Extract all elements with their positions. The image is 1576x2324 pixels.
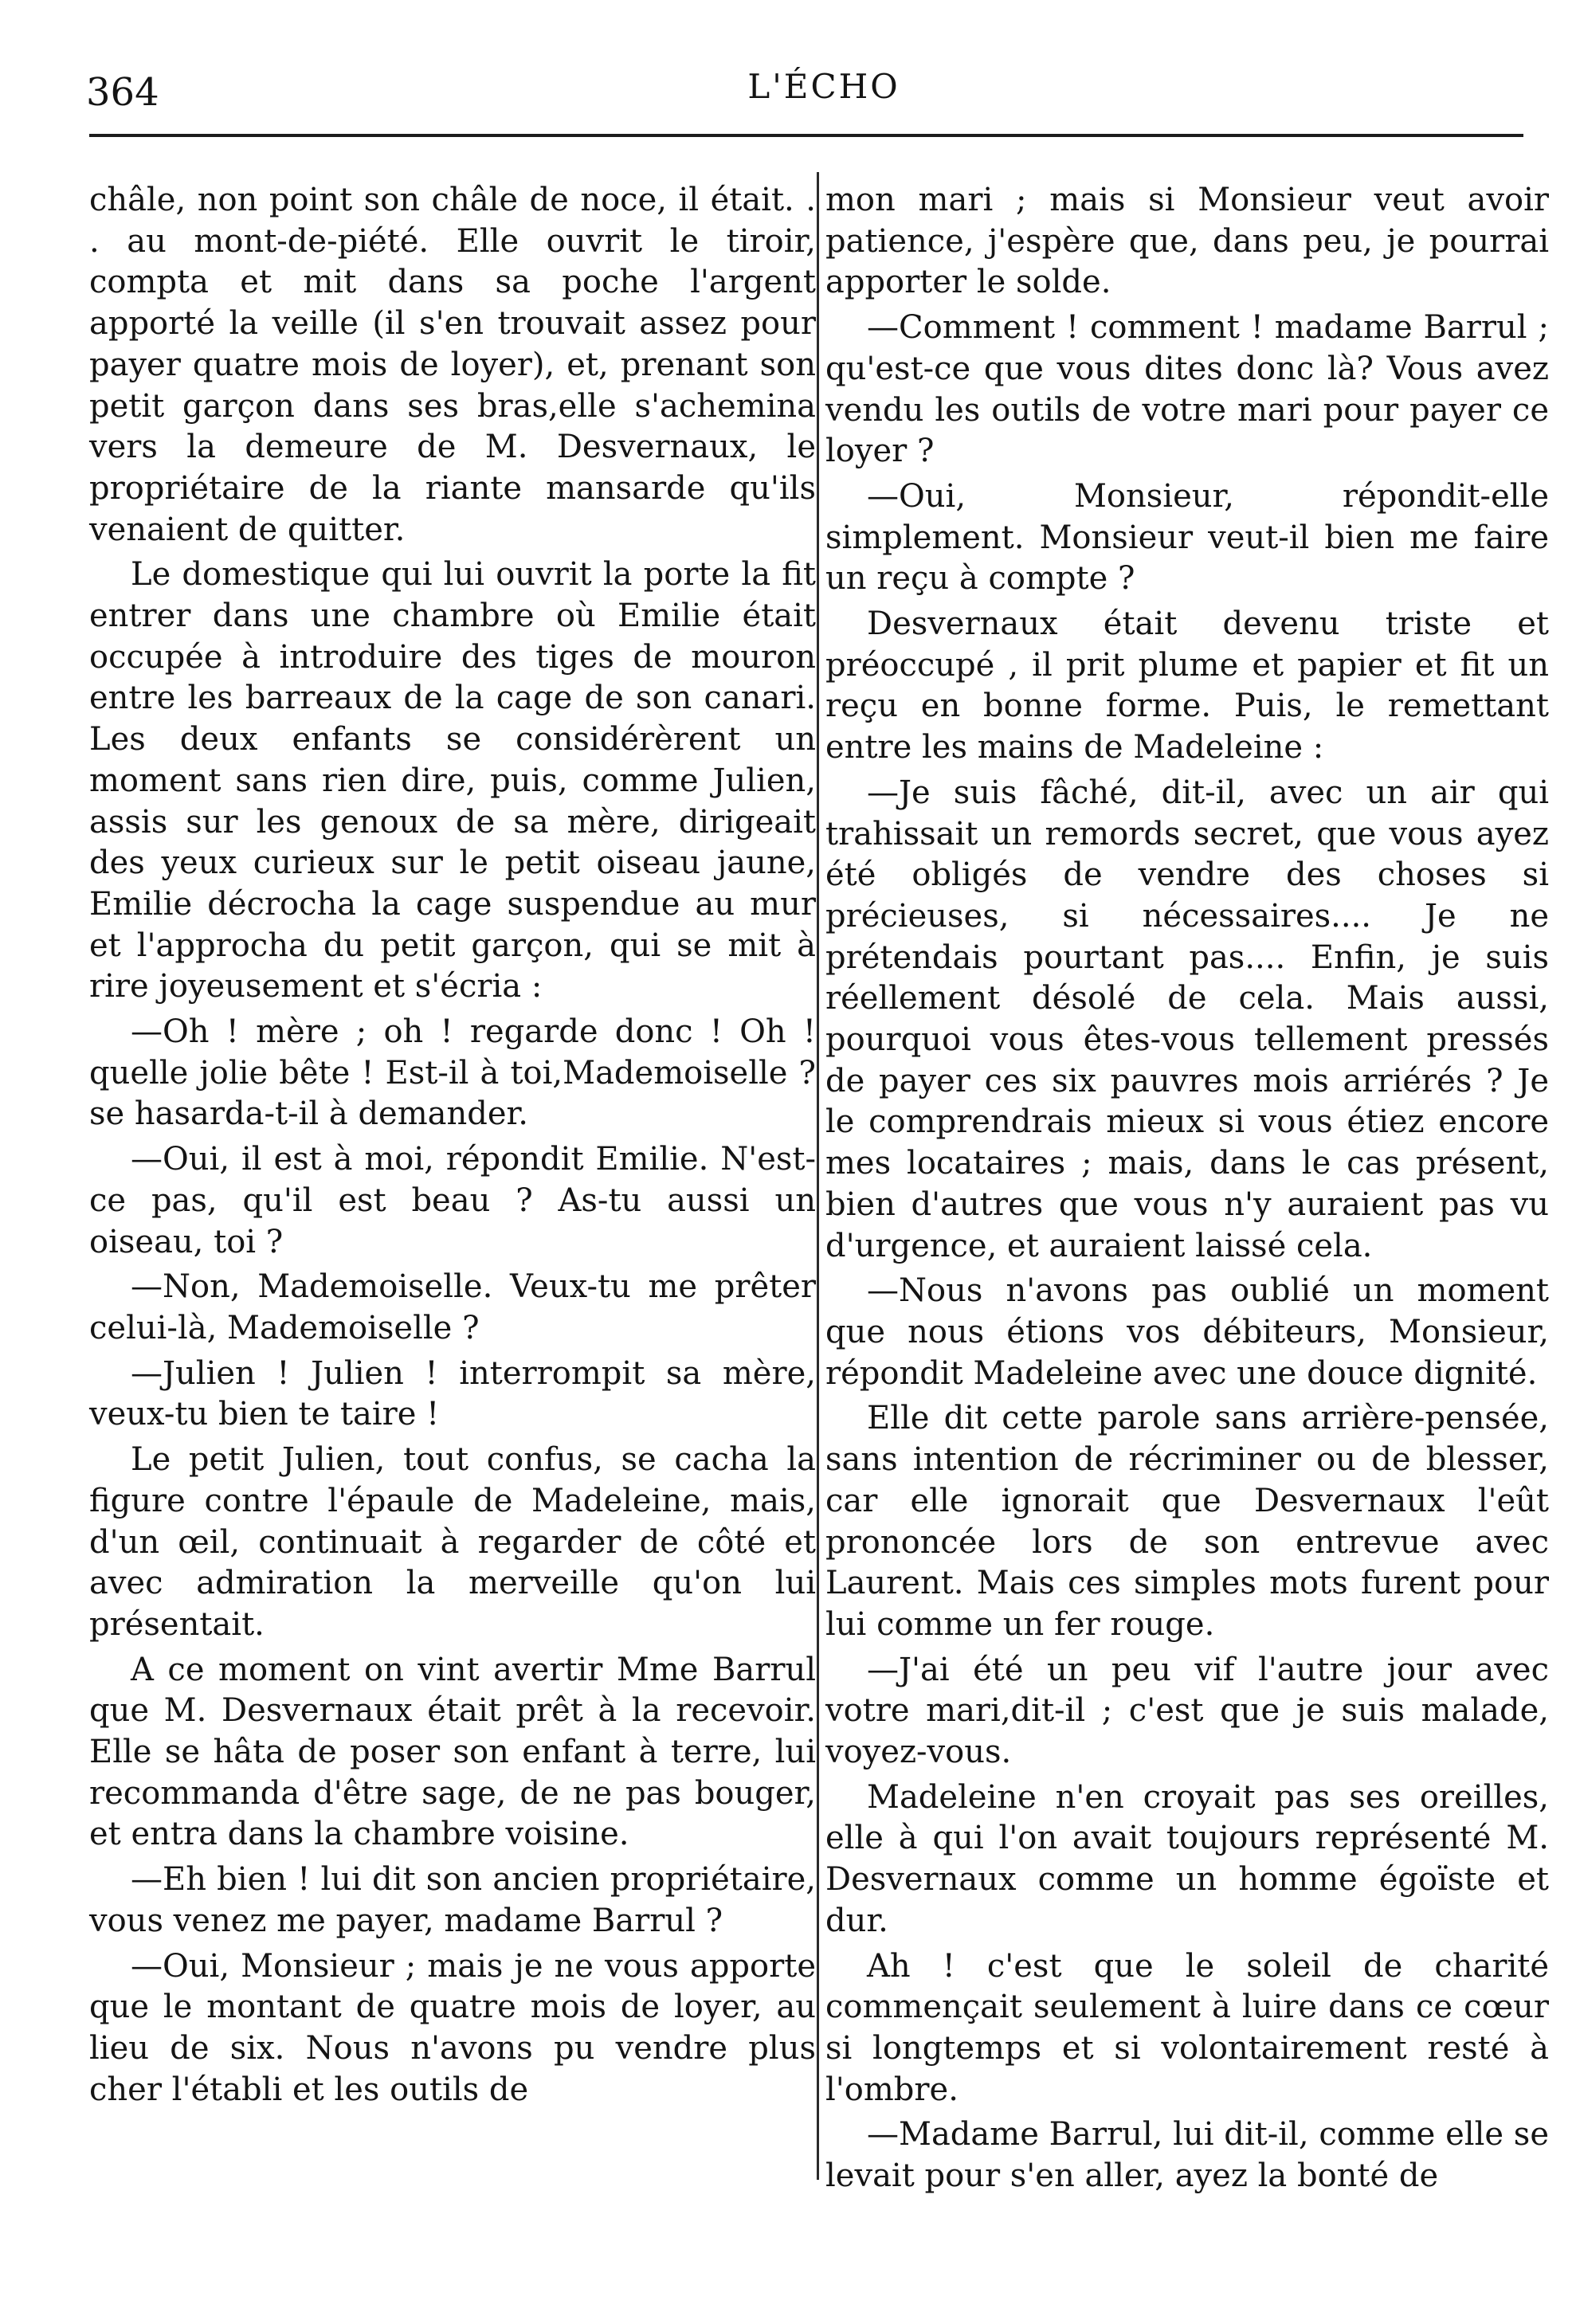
paragraph: mon mari ; mais si Monsieur veut avoir patience, j'espère que, dans peu, je pourrai apporter le solde. xyxy=(825,182,1549,301)
paragraph: Desvernaux était devenu triste et préoccupé , il prit plume et papier et fit un reçu en bonne forme. Puis, le remettant entre les mains de Madeleine : xyxy=(825,605,1549,766)
paragraph: —J'ai été un peu vif l'autre jour avec votre mari,dit-il ; c'est que je suis malade, voyez-vous. xyxy=(825,1651,1549,1771)
paragraph: A ce moment on vint avertir Mme Barrul que M. Desvernaux était prêt à la recevoir. Elle se hâta de poser son enfant à terre, lui recommanda d'être sage, de ne pas bouger, et entra dans la chambre voisine. xyxy=(89,1651,816,1853)
paragraph: —Julien ! Julien ! interrompit sa mère, veux-tu bien te taire ! xyxy=(89,1354,816,1433)
column-divider xyxy=(817,172,819,2180)
paragraph: châle, non point son châle de noce, il était. . . au mont-de-piété. Elle ouvrit le tiroir, compta et mit dans sa poche l'argent apporté la veille (il s'en trouvait assez pour payer quatre mois de loyer), et, prenant son petit garçon dans ses bras,elle s'achemina vers la demeure de M. Desvernaux, le propriétaire de la riante mansarde qu'ils venaient de quitter. xyxy=(89,182,816,548)
running-title: L'ÉCHO xyxy=(747,67,900,106)
paragraph: Ah ! c'est que le soleil de charité commençait seulement à luire dans ce cœur si longtemps et si volontairement resté à l'ombre. xyxy=(825,1947,1549,2108)
paragraph: —Oh ! mère ; oh ! regarde donc ! Oh ! quelle jolie bête ! Est-il à toi,Mademoiselle ? se hasarda-t-il à demander. xyxy=(89,1013,816,1133)
paragraph: —Oui, Monsieur, répondit-elle simplement. Monsieur veut-il bien me faire un reçu à compte ? xyxy=(825,477,1549,598)
header-rule xyxy=(89,134,1523,137)
paragraph: Le petit Julien, tout confus, se cacha la figure contre l'épaule de Madeleine, mais, d'un œil, continuait à regarder de côté et avec admiration la merveille qu'on lui présentait. xyxy=(89,1441,816,1643)
paragraph: —Je suis fâché, dit-il, avec un air qui trahissait un remords secret, que vous ayez été obligés de vendre des choses si précieuses, si nécessaires.... Je ne prétendais pourtant pas.... Enfin, je suis réellement désolé de cela. Mais aussi, pourquoi vous êtes-vous tellement pressés de payer ces six pauvres mois arriérés ? Je le comprendrais mieux si vous étiez encore mes locataires ; mais, dans le cas présent, bien d'autres que vous n'y auraient pas vu d'urgence, et auraient laissé cela. xyxy=(825,774,1549,1264)
paragraph: —Oui, Monsieur ; mais je ne vous apporte que le montant de quatre mois de loyer, au lieu de six. Nous n'avons pu vendre plus cher l'établi et les outils de xyxy=(89,1947,816,2108)
page-number: 364 xyxy=(86,70,159,115)
paragraph: Elle dit cette parole sans arrière-pensée, sans intention de récriminer ou de blesser, car elle ignorait que Desvernaux l'eût prononcée lors de son entrevue avec Laurent. Mais ces simples mots furent pour lui comme un fer rouge. xyxy=(825,1400,1549,1643)
paragraph: —Non, Mademoiselle. Veux-tu me prêter celui-là, Mademoiselle ? xyxy=(89,1268,816,1346)
paragraph: —Madame Barrul, lui dit-il, comme elle se levait pour s'en aller, ayez la bonté de xyxy=(825,2116,1549,2195)
paragraph: —Oui, il est à moi, répondit Emilie. N'est-ce pas, qu'il est beau ? As-tu aussi un oiseau, toi ? xyxy=(89,1141,816,1260)
paragraph: Madeleine n'en croyait pas ses oreilles, elle à qui l'on avait toujours représenté M. Desvernaux comme un homme égoïste et dur. xyxy=(825,1778,1549,1939)
right-column xyxy=(825,180,1549,2201)
paragraph: —Eh bien ! lui dit son ancien propriétaire, vous venez me payer, madame Barrul ? xyxy=(89,1861,816,1939)
left-column xyxy=(89,180,816,2114)
paragraph: Le domestique qui lui ouvrit la porte la fit entrer dans une chambre où Emilie était occupée à introduire des tiges de mouron entre les barreaux de la cage de son canari. Les deux enfants se considérèrent un moment sans rien dire, puis, comme Julien, assis sur les genoux de sa mère, dirigeait des yeux curieux sur le petit oiseau jaune, Emilie décrocha la cage suspendue au mur et l'approcha du petit garçon, qui se mit à rire joyeusement et s'écria : xyxy=(89,556,816,1005)
paragraph: —Comment ! comment ! madame Barrul ; qu'est-ce que vous dites donc là? Vous avez vendu les outils de votre mari pour payer ce loyer ? xyxy=(825,309,1549,470)
paragraph: —Nous n'avons pas oublié un moment que nous étions vos débiteurs, Monsieur, répondit Madeleine avec une douce dignité. xyxy=(825,1272,1549,1392)
